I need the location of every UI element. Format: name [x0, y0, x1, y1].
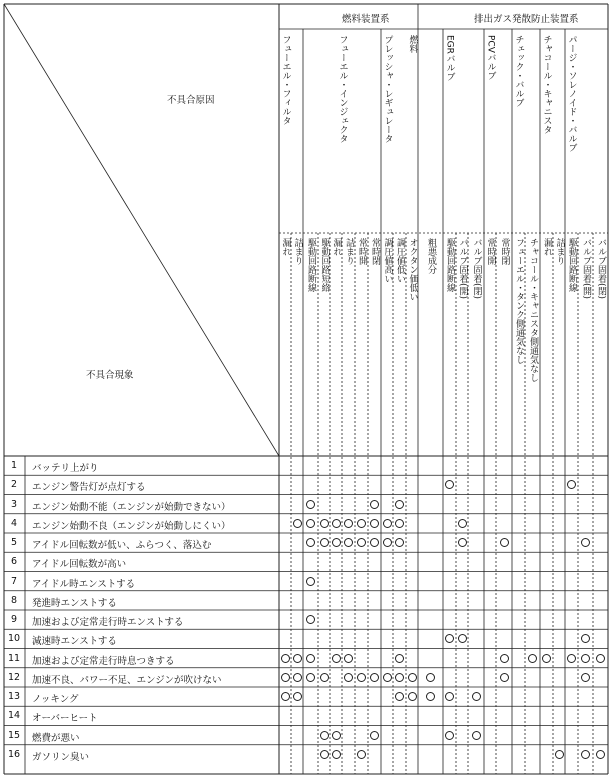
cause-header: オクタン価低い: [407, 238, 418, 301]
applicable-mark: [500, 538, 509, 547]
symptom-text: 加速および定常走行時エンストする: [32, 617, 184, 628]
applicable-mark: [408, 692, 417, 701]
applicable-mark: [395, 500, 404, 509]
row-number: 9: [11, 614, 18, 625]
applicable-mark: [344, 673, 353, 682]
applicable-mark: [332, 654, 341, 663]
row-number: 4: [11, 517, 18, 529]
row-number: 11: [8, 652, 21, 664]
applicable-mark: [344, 654, 353, 663]
applicable-mark: [320, 731, 329, 740]
cause-header: 漏れ: [331, 238, 342, 256]
applicable-mark: [581, 654, 590, 663]
applicable-mark: [320, 750, 329, 759]
cause-header: チャコール・キャニスタ側通気なし: [528, 238, 538, 382]
component-header: 燃料: [407, 35, 418, 53]
applicable-mark: [500, 654, 509, 663]
applicable-mark: [370, 731, 379, 740]
cause-header: 常時開: [485, 238, 496, 265]
symptom-text: 燃費が悪い: [32, 732, 80, 744]
applicable-mark: [445, 731, 454, 740]
symptom-text: ガソリン臭い: [32, 751, 90, 763]
component-header: チェック・バルブ: [513, 35, 524, 107]
row-number: 6: [11, 556, 18, 568]
cause-header: バルブ固着(開): [581, 238, 591, 300]
applicable-mark: [395, 654, 404, 663]
applicable-mark: [458, 538, 467, 547]
applicable-mark: [306, 673, 315, 682]
applicable-mark: [357, 750, 366, 759]
applicable-mark: [332, 750, 341, 759]
symptom-text: エンジン始動不良（エンジンが始動しにくい）: [32, 520, 231, 532]
fuel-system-header: 燃料装置系: [342, 14, 390, 25]
cause-header: 詰まり: [344, 238, 354, 265]
component-header: パージ・ソレノイド・バルブ: [566, 35, 577, 152]
applicable-mark: [472, 692, 481, 701]
symptom-text: オーバーヒート: [32, 713, 98, 725]
component-header: EGRバルブ: [444, 35, 455, 81]
applicable-mark: [306, 500, 315, 509]
symptom-text: エンジン始動不能（エンジンが始動できない）: [32, 501, 231, 513]
applicable-mark: [370, 519, 379, 528]
row-number: 7: [11, 575, 18, 587]
symptom-text: ノッキング: [32, 694, 79, 705]
symptom-text: 加速不良、パワー不足、エンジンが吹けない: [32, 674, 222, 686]
component-header: PCVバルブ: [485, 35, 496, 80]
applicable-mark: [383, 673, 392, 682]
symptom-text: アイドル回転数が低い、ふらつく、落込む: [32, 540, 212, 551]
row-number: 2: [11, 479, 18, 491]
applicable-mark: [567, 654, 576, 663]
row-number: 8: [11, 594, 18, 606]
applicable-mark: [320, 673, 329, 682]
applicable-mark: [383, 519, 392, 528]
cause-header: 常時閉: [370, 238, 380, 265]
cause-header: 駆動回路短絡: [319, 238, 330, 292]
applicable-mark: [357, 673, 366, 682]
cause-header: バルブ固着(開): [457, 238, 468, 300]
applicable-mark: [293, 692, 302, 701]
component-header: フューエル・フィルタ: [280, 35, 291, 125]
symptom-text: 加速および定常走行時息つきする: [32, 655, 175, 667]
applicable-mark: [408, 673, 417, 682]
applicable-mark: [281, 692, 290, 701]
applicable-mark: [293, 519, 302, 528]
applicable-mark: [581, 750, 590, 759]
component-header: チャコール・キャニスタ: [541, 35, 552, 134]
applicable-mark: [293, 654, 302, 663]
row-number: 1: [11, 460, 18, 471]
applicable-mark: [344, 519, 353, 528]
applicable-mark: [306, 654, 315, 663]
applicable-mark: [596, 750, 605, 759]
cause-header: 駆動回路断線: [445, 238, 455, 292]
row-number: 3: [11, 498, 18, 510]
cause-header: 常時開: [357, 238, 367, 265]
cause-header: 詰まり: [554, 238, 565, 265]
cause-header: フューエル・タンク側通気なし: [514, 238, 524, 364]
cause-header: 駆動回路断線: [567, 238, 577, 292]
applicable-mark: [357, 519, 366, 528]
applicable-mark: [555, 750, 564, 759]
applicable-mark: [332, 731, 341, 740]
applicable-mark: [596, 654, 605, 663]
applicable-mark: [320, 538, 329, 547]
symptom-text: アイドル時エンストする: [32, 578, 136, 590]
applicable-mark: [581, 673, 590, 682]
symptom-text: 発進時エンストする: [32, 597, 117, 609]
symptom-text: バッテリ上がり: [32, 463, 99, 474]
applicable-mark: [395, 673, 404, 682]
applicable-mark: [383, 538, 392, 547]
applicable-mark: [472, 731, 481, 740]
applicable-mark: [306, 519, 315, 528]
symptom-text: 減速時エンストする: [32, 636, 117, 648]
row-number: 12: [8, 671, 21, 683]
applicable-mark: [281, 654, 290, 663]
applicable-mark: [332, 519, 341, 528]
cause-header: バルブ固着(閉): [596, 238, 606, 300]
applicable-mark: [542, 654, 551, 663]
applicable-mark: [458, 519, 467, 528]
cause-title: 不具合原因: [167, 95, 215, 106]
cause-header: 常時閉: [499, 238, 510, 265]
applicable-mark: [370, 673, 379, 682]
applicable-mark: [500, 673, 509, 682]
symptom-text: エンジン警告灯が点灯する: [32, 482, 146, 494]
applicable-mark: [370, 500, 379, 509]
applicable-mark: [458, 634, 467, 643]
applicable-mark: [395, 519, 404, 528]
row-number: 16: [8, 748, 21, 760]
cause-header: 調圧値低い: [395, 238, 405, 283]
row-number: 13: [8, 691, 21, 702]
cause-header: 駆動回路断線: [306, 238, 316, 292]
applicable-mark: [293, 673, 302, 682]
applicable-mark: [281, 673, 290, 682]
symptom-text: アイドル回転数が高い: [32, 559, 127, 571]
cause-header: 粗悪成分: [426, 238, 436, 274]
component-header: フューエル・インジェクタ: [337, 35, 348, 143]
applicable-mark: [320, 519, 329, 528]
cause-header: 漏れ: [280, 238, 291, 256]
applicable-mark: [332, 538, 341, 547]
row-number: 15: [8, 729, 21, 741]
applicable-mark: [306, 577, 315, 586]
row-number: 5: [11, 537, 18, 548]
cause-header: 詰まり: [292, 238, 303, 265]
row-number: 10: [8, 633, 21, 645]
applicable-mark: [426, 673, 435, 682]
cause-header: 漏れ: [542, 238, 552, 256]
header-diagonal: [4, 4, 279, 456]
symptom-title: 不具合現象: [86, 370, 134, 381]
cause-header: 調圧値高い: [382, 238, 393, 283]
emission-system-header: 排出ガス発散防止装置系: [474, 14, 579, 25]
component-header: プレッシャ・レギュレータ: [382, 35, 393, 143]
cause-header: バルブ固着(閉): [471, 238, 482, 300]
row-number: 14: [8, 710, 21, 722]
applicable-mark: [528, 654, 537, 663]
